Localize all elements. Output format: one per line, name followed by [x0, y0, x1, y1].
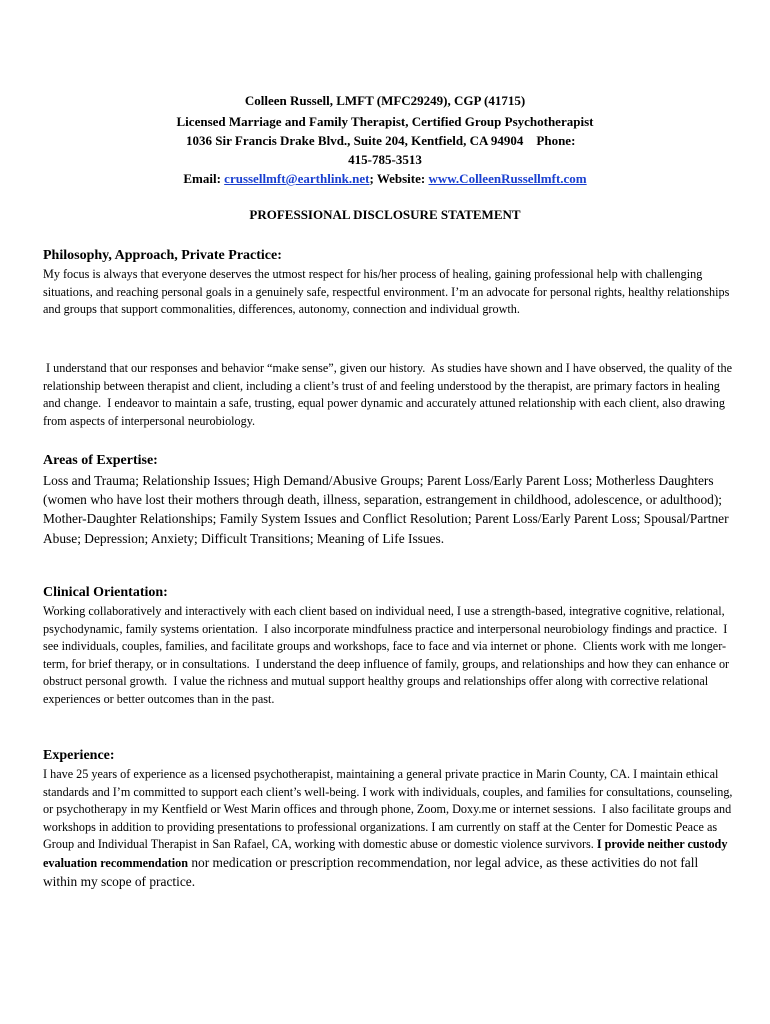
expertise-text: Loss and Trauma; Relationship Issues; High Demand/Abusive Groups; Parent Loss/Early Parent Loss; Motherless Daughters (women who have lost their mothers through death, illness, separation, estrangement in childhood, adolescence, or adulthood); Mother-Daughter Relationships; Family System Issues and Conflict Resolution; Parent Loss/Early Parent Loss; Spousal/Partner Abuse; Depression; Anxiety; Difficult Transitions; Meaning of Life Issues. — [43, 473, 729, 546]
philosophy-text-2: I understand that our responses and behavior “make sense”, given our history. As studies have shown and I have observed, the quality of the relationship between therapist and client, including a client’s trust of and feeling understood by the therapist, are primary factors in healing and change. I endeavor to maintain a safe, trusting, equal power dynamic and accurately attuned relationship with each client, also drawing from aspects of interpersonal neurobiology. — [43, 361, 736, 428]
philosophy-paragraph-2 — [43, 360, 736, 430]
philosophy-text-1: My focus is always that everyone deserves the utmost respect for his/her process of healing, gaining professional help with challenging situations, and reaching personal goals in a genuinely safe, respectful environment. I’m an advocate for personal rights, healthy relationships and groups that support commonalities, differences, autonomy, connection and individual growth. — [43, 267, 730, 317]
email-link[interactable]: crussellmft@earthlink.net — [224, 171, 370, 186]
therapist-name-line: Colleen Russell, LMFT (MFC29249), CGP (41715) — [244, 93, 526, 108]
website-link[interactable]: www.ColleenRussellmft.com — [428, 171, 587, 186]
clinical-paragraph — [43, 603, 733, 709]
phone-line: 415-785-3513 — [348, 152, 422, 167]
document-title: PROFESSIONAL DISCLOSURE STATEMENT — [249, 207, 521, 222]
experience-bold-text: I provide neither custody evaluation recommendation — [43, 837, 728, 870]
email-label: Email: — [183, 171, 225, 186]
address-line: 1036 Sir Francis Drake Blvd., Suite 204, Kentfield, CA 94904 Phone: — [186, 133, 576, 148]
experience-text — [43, 766, 736, 891]
credentials-line: Licensed Marriage and Family Therapist, Certified Group Psychotherapist — [176, 114, 594, 129]
philosophy-paragraph-1 — [43, 266, 733, 319]
philosophy-heading: Philosophy, Approach, Private Practice: — [43, 248, 282, 263]
experience-tail-text: nor medication or prescription recommendation, nor legal advice, as these activities do not fall within my scope of practice. — [43, 854, 699, 889]
experience-heading: Experience: — [43, 748, 115, 763]
expertise-heading: Areas of Expertise: — [43, 453, 158, 468]
experience-main-text: I have 25 years of experience as a licensed psychotherapist, maintaining a general private practice in Marin County, CA. I maintain ethical standards and I’m committed to support each client’s well-being. I work with individuals, couples, and families for consultations, counseling, or psychotherapy in my Kentfield or West Marin offices and through phone, Zoom, Doxy.me or internet sessions. I also facilitate groups and workshops in addition to providing presentations to professional organizations. I am currently on staff at the Center for Domestic Peace as Group and Individual Therapist in San Rafael, CA, working with domestic abuse or domestic violence survivors. — [43, 767, 736, 852]
clinical-text: Working collaboratively and interactively with each client based on individual need, I use a strength-based, integrative cognitive, relational, psychodynamic, family systems orientation. I also incorporate mindfulness practice and interpersonal neurobiology findings and practice. I see individuals, couples, families, and facilitate groups and workshops, face to face and via internet or phone. Clients work with me longer-term, for brief therapy, or in consultations. I understand the deep influence of family, groups, and relationships and how they can enhance or obstruct personal growth. I value the richness and mutual support healthy groups and relationships offer along with corrective relational experiences or better outcomes than in the past. — [43, 604, 733, 706]
contact-line — [0, 171, 770, 187]
clinical-heading: Clinical Orientation: — [43, 585, 168, 600]
expertise-paragraph — [43, 471, 733, 548]
website-label: ; Website: — [369, 171, 429, 186]
experience-paragraph — [43, 766, 736, 891]
